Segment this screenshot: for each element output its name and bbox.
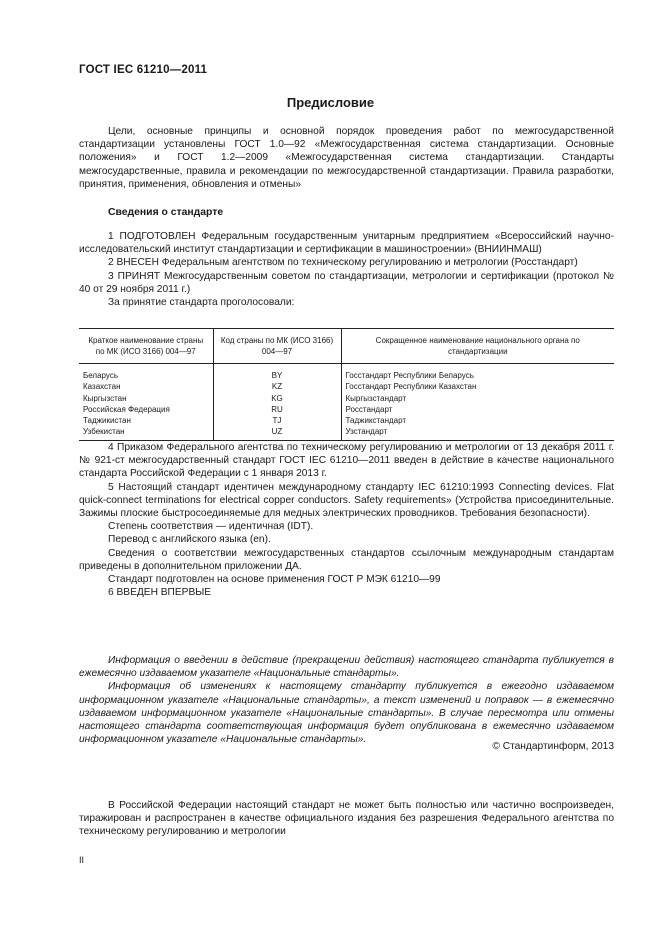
body-cell: Кыргызстандарт	[341, 393, 614, 404]
code-cell: KG	[213, 393, 341, 404]
code-cell: TJ	[213, 415, 341, 426]
table-row	[79, 381, 614, 392]
country-cell: Узбекистан	[79, 426, 213, 440]
country-cell: Казахстан	[83, 382, 121, 392]
page-number: II	[79, 855, 85, 865]
table-header-body: Сокращенное наименование национального органа по стандартизации	[341, 329, 614, 364]
legal-notice-block	[79, 799, 614, 839]
info-paragraph: За принятие стандарта проголосовали:	[108, 297, 295, 309]
table-header-code: Код страны по МК (ИСО 3166) 004—97	[213, 329, 341, 364]
table-header-country: Краткое наименование страны по МК (ИСО 3166) 004—97	[79, 329, 213, 364]
notice-paragraph: Информация об изменениях к настоящему стандарту публикуется в ежегодно издаваемом информационном указателе «Национальные стандарты», а текст изменений и поправок — в ежемесячно издаваемом информационном указателе «Национальные стандарты». В случае пересмотра или отмены настоящего стандарта соответствующая информация будет опубликована в ежемесячно издаваемом информационном указателе «Национальные стандарты».	[79, 681, 614, 746]
body-cell: Росстандарт	[341, 404, 614, 415]
table-row	[79, 426, 614, 440]
details-paragraph: 4 Приказом Федерального агентства по техническому регулированию и метрологии от 13 декабря 2011 г. № 921-ст межгосударственный стандарт ГОСТ IEC 61210—2011 введен в действие в качестве национального стандарта Российской Федерации с 1 января 2013 г.	[79, 442, 614, 480]
details-paragraph: 6 ВВЕДЕН ВПЕРВЫЕ	[108, 587, 212, 599]
section-subheading: Сведения о стандарте	[108, 207, 224, 218]
details-paragraph: Стандарт подготовлен на основе применения ГОСТ Р МЭК 61210—99	[108, 574, 441, 586]
legal-paragraph: В Российской Федерации настоящий стандарт не может быть полностью или частично воспроизведен, тиражирован и распространен в качестве официального издания без разрешения Федерального агентства по техническому регулированию и метрологии	[79, 800, 614, 838]
adoption-details-block	[79, 441, 614, 599]
table-row	[79, 415, 614, 426]
details-paragraph: 5 Настоящий стандарт идентичен международному стандарту IEC 61210:1993 Connecting devices. Flat quick-connect terminations for electrical copper conductors. Safety requirements» (Устройства присоединительные. Зажимы плоские быстросоединяемые для медных электрических проводников. Требования безопасности).	[79, 481, 614, 520]
code-cell: RU	[213, 404, 341, 415]
info-paragraph: 1 ПОДГОТОВЛЕН Федеральным государственным унитарным предприятием «Всероссийский научно-исследовательский институт стандартизации и сертификации в машиностроении» (ВНИИНМАШ)	[79, 231, 614, 256]
details-paragraph: Степень соответствия — идентичная (IDT).	[108, 521, 314, 533]
copyright-line: © Стандартинформ, 2013	[492, 741, 614, 752]
code-cell: UZ	[213, 426, 341, 440]
publication-notice-block	[79, 654, 614, 746]
code-cell: KZ	[213, 381, 341, 392]
country-cell: Таджикистан	[83, 416, 131, 426]
body-cell: Таджикстандарт	[341, 415, 614, 426]
info-paragraph: 3 ПРИНЯТ Межгосударственным советом по стандартизации, метрологии и сертификации (протокол № 40 от 29 ноября 2011 г.)	[79, 270, 614, 295]
intro-paragraph: Цели, основные принципы и основной порядок проведения работ по межгосударственной стандартизации установлены ГОСТ 1.0—92 «Межгосударственная система стандартизации. Основные положения» и ГОСТ 1.2—2009 «Межгосударственная система стандартизации. Стандарты межгосударственные, правила и рекомендации по межгосударственной стандартизации. Правила разработки, принятия, применения, обновления и отмены»	[79, 126, 614, 190]
code-cell: BY	[213, 364, 341, 382]
document-header: ГОСТ IEC 61210—2011	[79, 64, 208, 76]
info-paragraph: 2 ВНЕСЕН Федеральным агентством по техническому регулированию и метрологии (Росстандарт)	[108, 257, 578, 269]
notice-paragraph: Информация о введении в действие (прекращении действия) настоящего стандарта публикуется в ежемесячно издаваемом указателе «Национальные стандарты».	[79, 655, 614, 680]
page-title: Предисловие	[286, 95, 375, 110]
standard-info-block	[79, 230, 614, 309]
details-paragraph: Сведения о соответствии межгосударственных стандартов ссылочным международным стандартам приведены в дополнительном приложении ДА.	[79, 547, 614, 572]
table-header-row	[79, 329, 614, 364]
table-row	[79, 404, 614, 415]
intro-block	[79, 125, 614, 191]
voting-countries-table	[79, 328, 614, 441]
body-cell: Госстандарт Республики Казахстан	[341, 381, 614, 392]
country-cell: Российская Федерация	[83, 404, 170, 414]
details-paragraph: Перевод с английского языка (en).	[108, 534, 271, 546]
table-row	[79, 393, 614, 404]
table-row	[79, 364, 614, 382]
body-cell: Узстандарт	[341, 426, 614, 440]
body-cell: Госстандарт Республики Беларусь	[341, 364, 614, 382]
country-cell: Беларусь	[83, 371, 118, 380]
country-cell: Кыргызстан	[83, 393, 127, 403]
